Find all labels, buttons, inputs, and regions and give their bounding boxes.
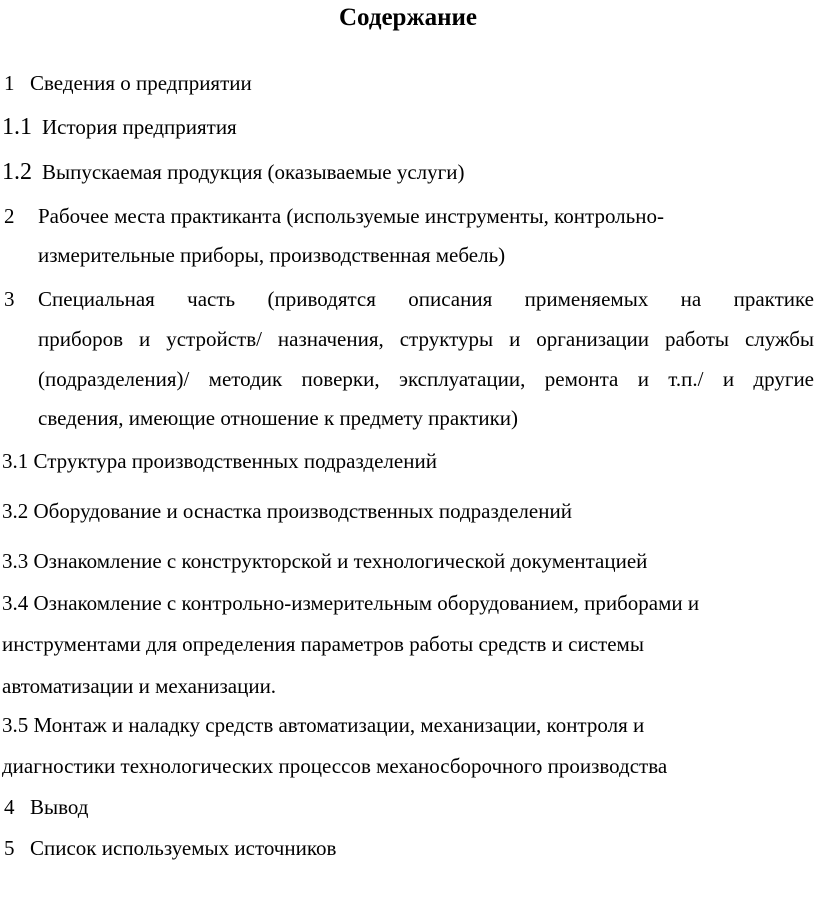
toc-item-3-line-1: Специальная часть (приводятся описания применяемых на практике [38, 287, 814, 311]
toc-item-3-4-line-2: инструментами для определения параметров работы средств и системы [2, 632, 644, 656]
toc-item-3-3: 3.3 Ознакомление с конструкторской и технологической документацией [2, 549, 648, 573]
toc-item-text: Список используемых источников [30, 836, 337, 860]
toc-item-3-2: 3.2 Оборудование и оснастка производственных подразделений [2, 499, 572, 523]
toc-item-number: 5 [4, 836, 15, 860]
toc-item-2-line-2: измерительные приборы, производственная мебель) [38, 243, 506, 267]
toc-item-3-4-line-1: 3.4 Ознакомление с контрольно-измерительным оборудованием, приборами и [2, 591, 700, 615]
page-title: Содержание [338, 4, 477, 31]
toc-item-3-line-4: сведения, имеющие отношение к предмету практики) [38, 406, 519, 430]
toc-item-3-1: 3.1 Структура производственных подразделений [2, 449, 437, 473]
toc-item-1 [4, 69, 252, 97]
toc-item-5 [4, 834, 336, 862]
toc-item-number: 1 [4, 71, 15, 95]
toc-item-3-5-line-2: диагностики технологических процессов механосборочного производства [2, 754, 668, 778]
toc-item-1-1 [2, 113, 237, 141]
toc-item-2-line-1: Рабочее места практиканта (используемые инструменты, контрольно- [38, 204, 664, 228]
toc-item-text: Сведения о предприятии [30, 71, 252, 95]
toc-item-number: 1.2 [2, 159, 32, 185]
toc-item-text: Вывод [30, 795, 89, 819]
toc-item-1-2 [2, 158, 464, 186]
toc-item-text: Выпускаемая продукция (оказываемые услуги) [42, 160, 465, 184]
toc-item-number: 4 [4, 795, 15, 819]
toc-item-number: 1.1 [2, 114, 32, 140]
toc-item-3-line-2: приборов и устройств/ назначения, структуры и организации работы службы [38, 327, 814, 351]
toc-item-3-number: 3 [4, 287, 15, 311]
toc-item-2-number: 2 [4, 204, 15, 228]
toc-item-3-4-line-3: автоматизации и механизации. [2, 674, 277, 698]
toc-item-3-line-3: (подразделения)/ методик поверки, эксплуатации, ремонта и т.п./ и другие [38, 367, 814, 391]
toc-item-3-5-line-1: 3.5 Монтаж и наладку средств автоматизации, механизации, контроля и [2, 713, 645, 737]
toc-item-text: История предприятия [42, 115, 237, 139]
toc-item-4 [4, 793, 88, 821]
